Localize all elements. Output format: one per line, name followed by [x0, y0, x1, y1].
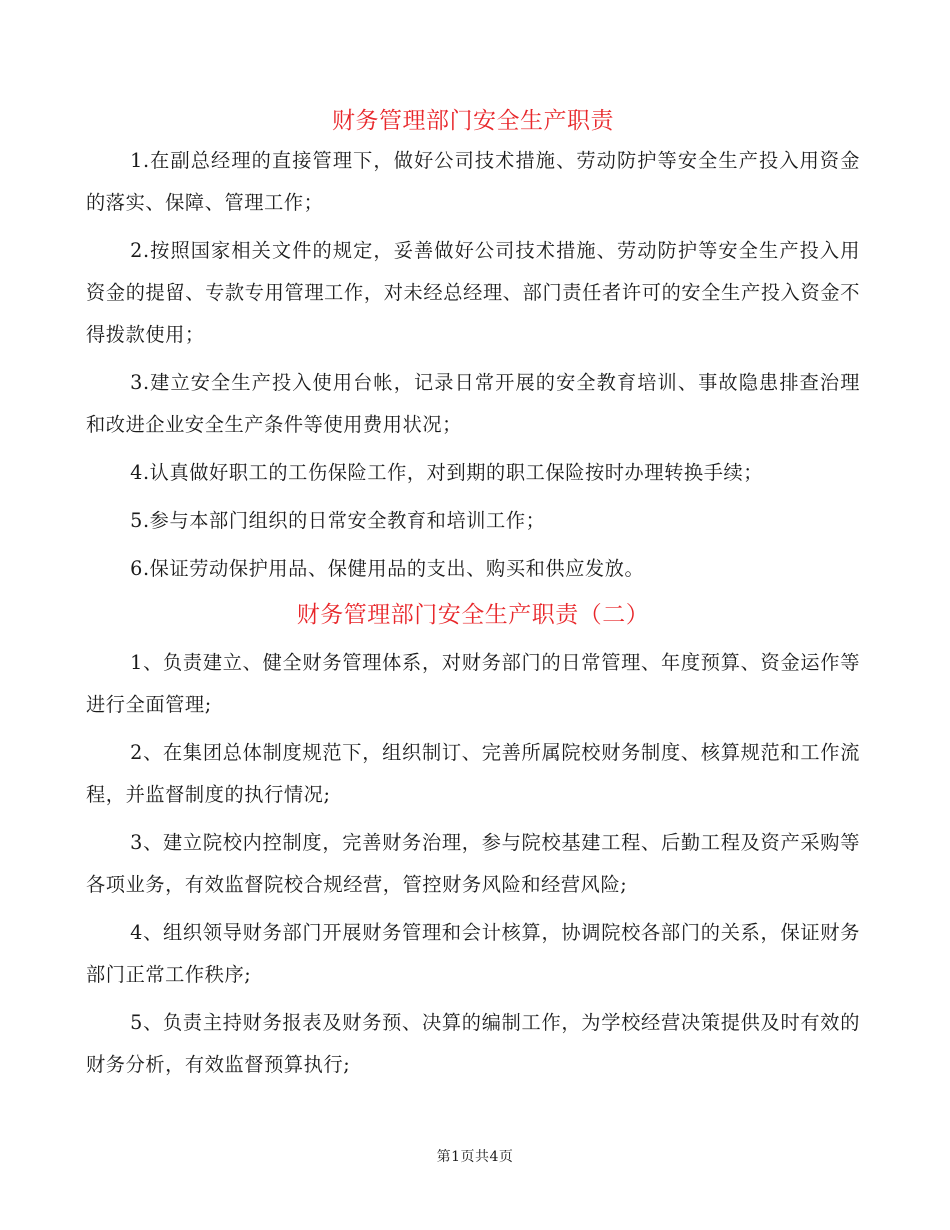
- page-number: 第1页共4页: [436, 1149, 514, 1165]
- paragraph: 2.按照国家相关文件的规定，妥善做好公司技术措施、劳动防护等安全生产投入用资金的提留、专款专用管理工作，对未经总经理、部门责任者许可的安全生产投入资金不得拨款使用；: [86, 239, 860, 346]
- paragraph: 5、负责主持财务报表及财务预、决算的编制工作，为学校经营决策提供及时有效的财务分析，有效监督预算执行;: [86, 1011, 860, 1076]
- paragraph: 1、负责建立、健全财务管理体系，对财务部门的日常管理、年度预算、资金运作等进行全面管理;: [86, 651, 860, 716]
- paragraph: 1.在副总经理的直接管理下，做好公司技术措施、劳动防护等安全生产投入用资金的落实、保障、管理工作；: [86, 149, 860, 214]
- paragraph: 6.保证劳动保护用品、保健用品的支出、购买和供应发放。: [130, 557, 645, 580]
- document-body: [86, 102, 860, 1092]
- paragraph: 3、建立院校内控制度，完善财务治理，参与院校基建工程、后勤工程及资产采购等各项业务，有效监督院校合规经营，管控财务风险和经营风险;: [86, 831, 860, 896]
- paragraph: 2、在集团总体制度规范下，组织制订、完善所属院校财务制度、核算规范和工作流程，并监督制度的执行情况;: [86, 741, 860, 806]
- paragraph: 3.建立安全生产投入使用台帐，记录日常开展的安全教育培训、事故隐患排查治理和改进企业安全生产条件等使用费用状况；: [86, 371, 860, 436]
- paragraph: 4、组织领导财务部门开展财务管理和会计核算，协调院校各部门的关系，保证财务部门正常工作秩序;: [86, 921, 860, 986]
- section-title-2: 财务管理部门安全生产职责（二）: [296, 602, 650, 628]
- paragraph: 4.认真做好职工的工伤保险工作，对到期的职工保险按时办理转换手续；: [130, 461, 764, 484]
- section-title-1: 财务管理部门安全生产职责: [332, 108, 614, 134]
- paragraph: 5.参与本部门组织的日常安全教育和培训工作；: [130, 509, 546, 532]
